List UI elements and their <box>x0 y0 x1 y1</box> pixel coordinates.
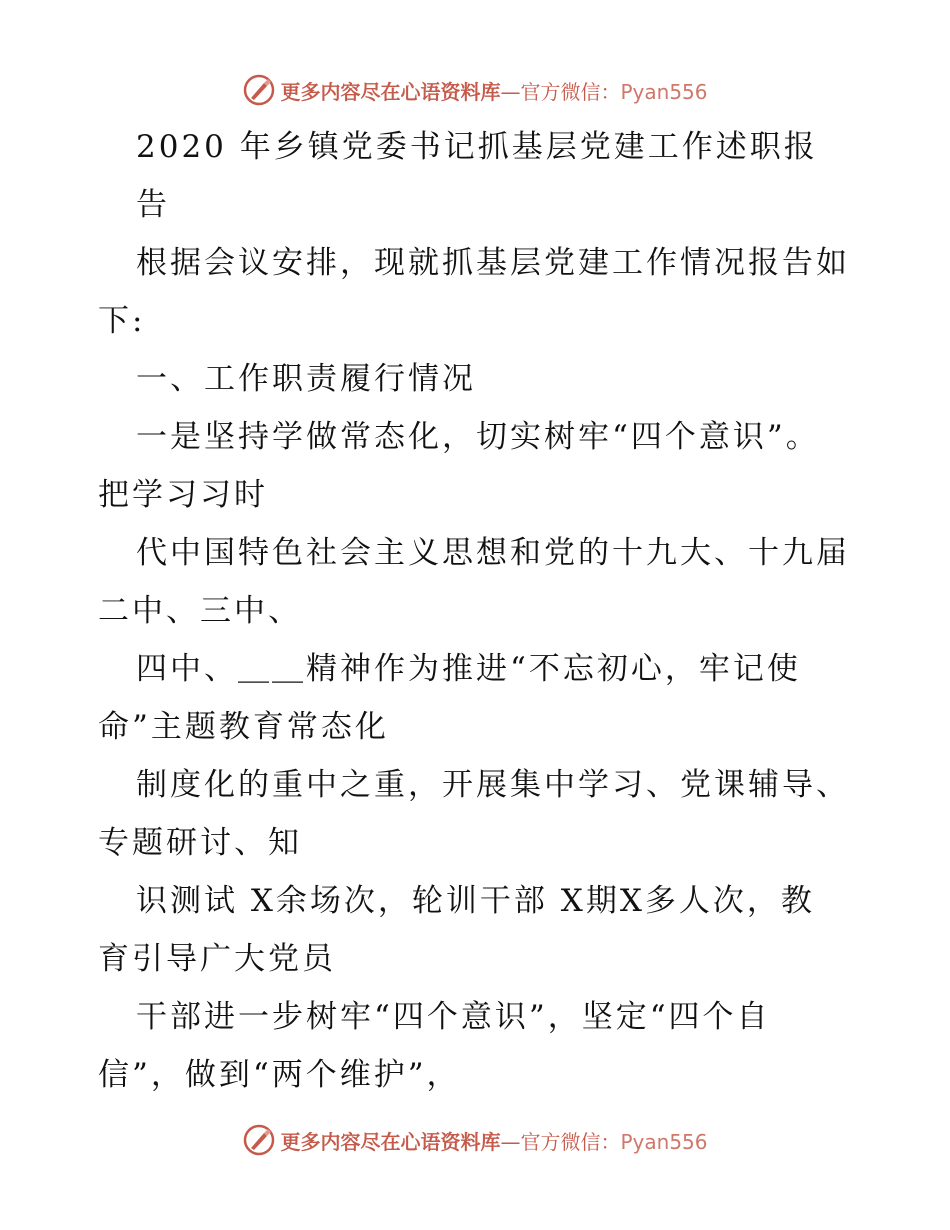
paragraph-line: 四中、＿＿精神作为推进“不忘初心，牢记使 <box>136 651 801 687</box>
header-watermark <box>0 70 950 110</box>
paragraph-line: 代中国特色社会主义思想和党的十九大、十九届 <box>136 535 850 571</box>
paragraph-line: 制度化的重中之重，开展集中学习、党课辅导、 <box>136 767 850 803</box>
document-title-line-1: 2020 年乡镇党委书记抓基层党建工作述职报 <box>136 129 818 165</box>
paragraph-line: 信”，做到“两个维护”， <box>98 1057 461 1093</box>
watermark-text: 更多内容尽在心语资料库—官方微信：Pyan556 <box>280 79 708 104</box>
paragraph-line: 一是坚持学做常态化，切实树牢“四个意识”。 <box>136 419 820 455</box>
paragraph-line: 二中、三中、 <box>98 593 302 629</box>
section-heading: 一、工作职责履行情况 <box>136 361 476 397</box>
paragraph-line: 识测试 X余场次，轮训干部 X期X多人次，教 <box>136 883 815 919</box>
pen-logo-icon <box>242 73 276 107</box>
paragraph-line: 干部进一步树牢“四个意识”，坚定“四个自 <box>136 999 771 1035</box>
paragraph-line: 专题研讨、知 <box>98 825 302 861</box>
footer-watermark <box>0 1120 950 1160</box>
paragraph-line: 育引导广大党员 <box>98 941 336 977</box>
paragraph-line: 根据会议安排，现就抓基层党建工作情况报告如 <box>136 245 850 281</box>
document-title-line-2: 告 <box>136 187 170 223</box>
pen-logo-icon <box>242 1123 276 1157</box>
paragraph-line: 命”主题教育常态化 <box>98 709 389 745</box>
paragraph-line: 把学习习时 <box>98 477 268 513</box>
document-body <box>98 118 858 1104</box>
paragraph-line: 下: <box>98 303 146 339</box>
watermark-text: 更多内容尽在心语资料库—官方微信：Pyan556 <box>280 1129 708 1154</box>
